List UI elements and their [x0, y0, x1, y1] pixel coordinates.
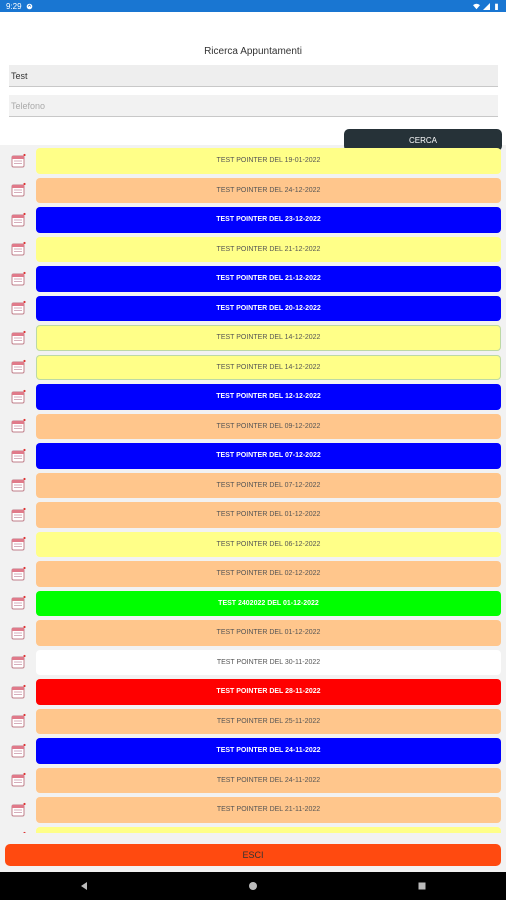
calendar-icon: [0, 448, 36, 464]
calendar-icon: [0, 477, 36, 493]
calendar-icon: [0, 831, 36, 833]
calendar-icon: [0, 300, 36, 316]
list-item[interactable]: [0, 323, 506, 353]
footer: [0, 836, 506, 872]
appointment-label[interactable]: TEST POINTER DEL 20-12-2022: [36, 296, 501, 322]
wifi-icon: [473, 3, 480, 10]
appointment-label[interactable]: TEST POINTER DEL 02-12-2022: [36, 561, 501, 587]
list-item[interactable]: [0, 353, 506, 383]
calendar-icon: [0, 595, 36, 611]
appointment-label[interactable]: TEST POINTER DEL 14-12-2022: [36, 325, 501, 351]
home-circle-icon[interactable]: [248, 881, 258, 891]
appointment-label[interactable]: TEST POINTER DEL 07-12-2022: [36, 473, 501, 499]
list-item[interactable]: [0, 677, 506, 707]
appointment-list[interactable]: [0, 146, 506, 833]
list-item[interactable]: [0, 618, 506, 648]
calendar-icon: [0, 507, 36, 523]
calendar-icon: [0, 241, 36, 257]
list-item[interactable]: [0, 441, 506, 471]
recents-square-icon[interactable]: [417, 881, 427, 891]
exit-button[interactable]: ESCI: [5, 844, 501, 866]
list-item[interactable]: [0, 471, 506, 501]
calendar-icon: [0, 153, 36, 169]
appointment-label[interactable]: TEST POINTER DEL 21-12-2022: [36, 266, 501, 292]
calendar-icon: [0, 271, 36, 287]
calendar-icon: [0, 182, 36, 198]
calendar-icon: [0, 625, 36, 641]
appointment-label[interactable]: TEST POINTER DEL 24-11-2022: [36, 768, 501, 794]
list-item[interactable]: [0, 500, 506, 530]
calendar-icon: [0, 802, 36, 818]
list-item[interactable]: [0, 176, 506, 206]
battery-icon: [493, 3, 500, 10]
back-triangle-icon[interactable]: [79, 881, 89, 891]
list-item[interactable]: [0, 766, 506, 796]
calendar-icon: [0, 212, 36, 228]
name-field[interactable]: Test: [9, 65, 498, 87]
list-item[interactable]: [0, 589, 506, 619]
calendar-icon: [0, 389, 36, 405]
list-item[interactable]: [0, 825, 506, 834]
search-button[interactable]: CERCA: [344, 129, 502, 151]
appointment-label[interactable]: TEST POINTER DEL 21-12-2022: [36, 237, 501, 263]
appointment-label[interactable]: TEST POINTER DEL 19-01-2022: [36, 148, 501, 174]
list-item[interactable]: [0, 205, 506, 235]
calendar-icon: [0, 418, 36, 434]
status-time: 9:29: [6, 1, 22, 11]
appointment-label[interactable]: TEST POINTER DEL 01-12-2022: [36, 502, 501, 528]
list-item[interactable]: [0, 264, 506, 294]
list-item[interactable]: [0, 294, 506, 324]
appointment-label[interactable]: TEST POINTER DEL 12-12-2022: [36, 384, 501, 410]
calendar-icon: [0, 536, 36, 552]
search-header: [0, 12, 506, 145]
appointment-label[interactable]: TEST POINTER DEL 07-12-2022: [36, 443, 501, 469]
appointment-label[interactable]: [36, 827, 501, 834]
appointment-label[interactable]: TEST POINTER DEL 01-12-2022: [36, 620, 501, 646]
list-item[interactable]: [0, 559, 506, 589]
list-item[interactable]: [0, 530, 506, 560]
sync-icon: [26, 3, 33, 10]
appointment-label[interactable]: TEST 2402022 DEL 01-12-2022: [36, 591, 501, 617]
list-item[interactable]: [0, 146, 506, 176]
status-bar: [0, 0, 506, 12]
appointment-label[interactable]: TEST POINTER DEL 14-12-2022: [36, 355, 501, 381]
android-nav-bar: [0, 872, 506, 900]
appointment-label[interactable]: TEST POINTER DEL 28-11-2022: [36, 679, 501, 705]
appointment-label[interactable]: TEST POINTER DEL 24-11-2022: [36, 738, 501, 764]
signal-icon: [483, 3, 490, 10]
list-item[interactable]: [0, 736, 506, 766]
appointment-label[interactable]: TEST POINTER DEL 21-11-2022: [36, 797, 501, 823]
list-item[interactable]: [0, 648, 506, 678]
appointment-label[interactable]: TEST POINTER DEL 30-11-2022: [36, 650, 501, 676]
appointment-label[interactable]: TEST POINTER DEL 09-12-2022: [36, 414, 501, 440]
calendar-icon: [0, 713, 36, 729]
appointment-label[interactable]: TEST POINTER DEL 06-12-2022: [36, 532, 501, 558]
list-item[interactable]: [0, 235, 506, 265]
appointment-label[interactable]: TEST POINTER DEL 23-12-2022: [36, 207, 501, 233]
list-item[interactable]: [0, 795, 506, 825]
calendar-icon: [0, 772, 36, 788]
calendar-icon: [0, 359, 36, 375]
appointment-label[interactable]: TEST POINTER DEL 24-12-2022: [36, 178, 501, 204]
list-item[interactable]: [0, 707, 506, 737]
page-title: Ricerca Appuntamenti: [204, 46, 302, 57]
list-item[interactable]: [0, 382, 506, 412]
calendar-icon: [0, 566, 36, 582]
calendar-icon: [0, 684, 36, 700]
calendar-icon: [0, 743, 36, 759]
calendar-icon: [0, 654, 36, 670]
phone-field[interactable]: Telefono: [9, 95, 498, 117]
calendar-icon: [0, 330, 36, 346]
appointment-label[interactable]: TEST POINTER DEL 25-11-2022: [36, 709, 501, 735]
list-item[interactable]: [0, 412, 506, 442]
